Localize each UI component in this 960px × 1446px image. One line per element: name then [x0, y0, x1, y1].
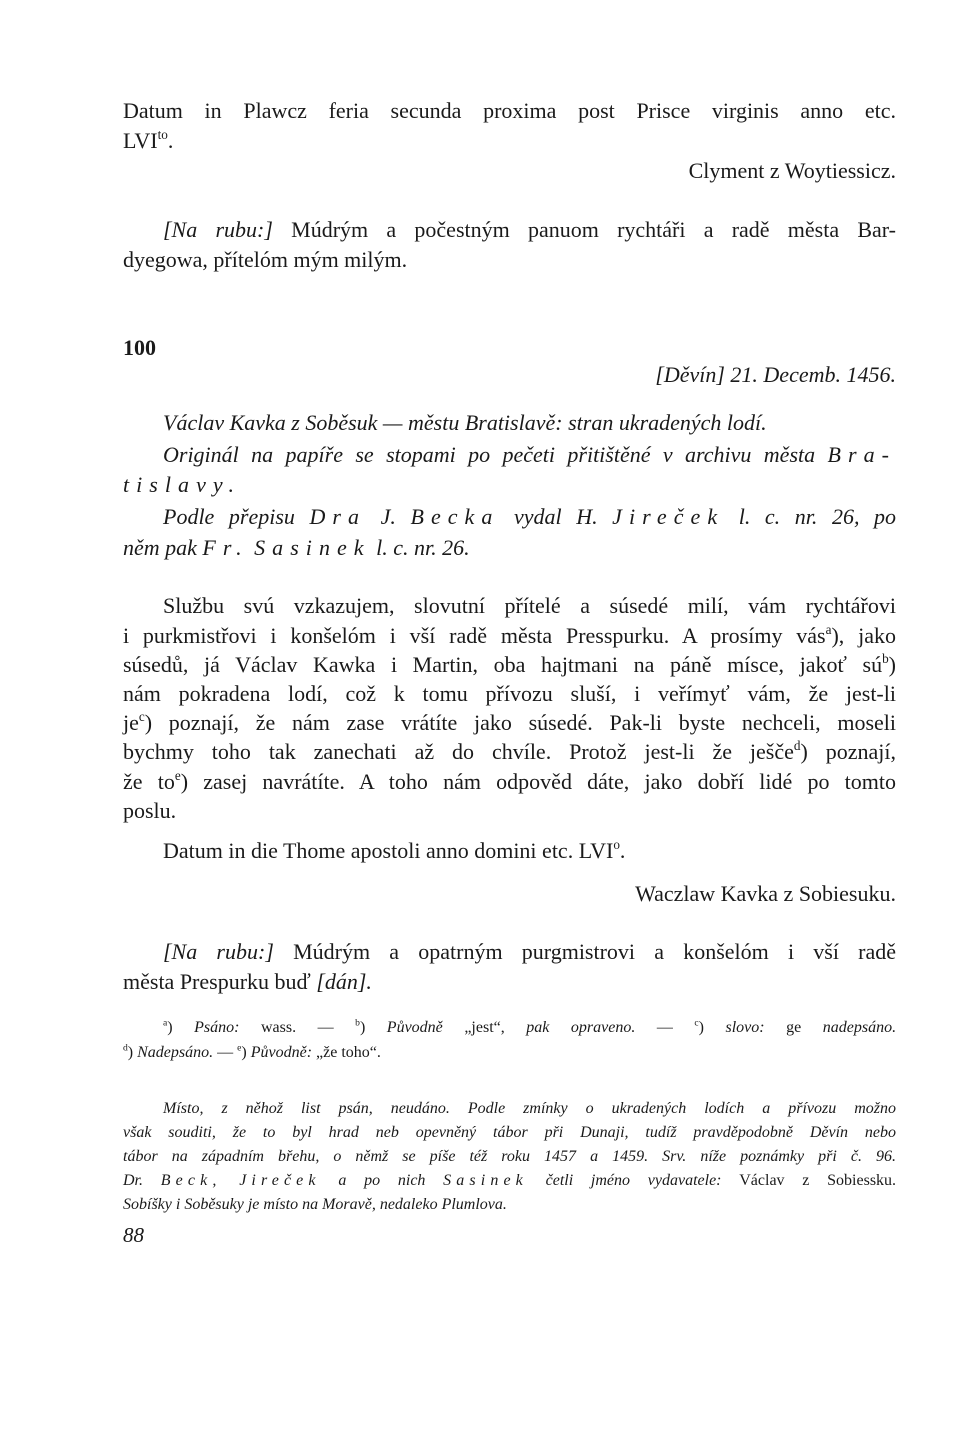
- text-line-8: poslu.: [123, 798, 177, 823]
- address-line-2: města Prespurku buď [dán].: [123, 969, 372, 994]
- source-line-2: tislavy.: [123, 472, 242, 497]
- document-signature: Waczlaw Kavka z Sobiesuku.: [635, 881, 896, 906]
- text-line-4: nám pokradena lodí, což k tomu přívozu sluší, i veřímyť vám, že jest-li: [123, 681, 896, 706]
- note-line-1: Místo, z něhož list psán, neudáno. Podle zmínky o ukradených lodích a přívozu možno: [163, 1100, 896, 1117]
- text-line-7: že $to^e$) zasej navrátíte. A toho nám odpověd dáte, jako dobří lidé po tomto: [123, 767, 896, 794]
- address-line-1: [Na rubu:] Múdrým a opatrným purgmistrovi a konšelóm i vší radě: [163, 939, 896, 964]
- page-number: 88: [123, 1223, 144, 1247]
- source-line-1: Originál na papíře se stopami po pečeti přitištěné v archivu města Bra-: [163, 442, 897, 467]
- text-line-2: i purkmistřovi i konšelóm i vší radě města Presspurku. A prosímy vás$^a$), jako: [123, 621, 896, 648]
- letter1-dating-line-1: Datum in Plawcz feria secunda proxima post Prisce virginis anno etc.: [123, 98, 896, 123]
- letter1-signature: Clyment z Woytiessicz.: [688, 158, 896, 183]
- text-line-1: Službu svú vzkazujem, slovutní přítelé a súsedé milí, vám rychtářovi: [163, 593, 896, 618]
- footnote-line-1: $^a$) Psáno: wass. — $^b$) Původně „jest“, pak opraveno. — $^c$) slovo: ge nadepsáno.: [163, 1017, 897, 1036]
- document-dating: Datum in die Thome apostoli anno domini etc. LVI$^o$.: [163, 836, 626, 863]
- edition-line-1: Podle přepisu Dra J. Becka vydal H. Jireček l. c. nr. 26, po: [163, 504, 897, 529]
- document-date: [Děvín] 21. Decemb. 1456.: [655, 362, 896, 387]
- edition-line-2: něm pak Fr. Sasinek l. c. nr. 26.: [123, 535, 470, 560]
- text-line-5: $je^c$) poznají, že nám zase vrátíte jako súsedé. Pak-li byste nechceli, moseli: [123, 708, 896, 735]
- letter1-address-line-2: dyegowa, přítelóm mým milým.: [123, 247, 408, 272]
- note-line-5: Sobíšky i Soběsuky je místo na Moravě, nedaleko Plumlova.: [123, 1196, 507, 1213]
- note-line-3: tábor na západním břehu, o němž se píše též roku 1457 a 1459. Srv. níže poznámky při č. 96.: [123, 1148, 896, 1165]
- text-line-6: bychmy toho tak zanechati až do chvíle. Protož jest-li že ješče$^d$) poznají,: [123, 737, 896, 764]
- letter1-dating-line-2: $LVI^{to}$.: [123, 126, 174, 153]
- document-number: 100: [123, 335, 156, 360]
- note-line-2: však souditi, že to byl hrad neb opevněný tábor při Dunaji, tudíž pravděpodobně Děvín nebo: [123, 1124, 896, 1141]
- letter1-address-line-1: [Na rubu:] Múdrým a počestným panuom rychtáři a radě města Bar-: [163, 217, 897, 242]
- text-line-3: súsedů, já Václav Kawka i Martin, oba hajtmani na páně mísce, jakoť $sú^b$): [123, 650, 896, 677]
- note-line-4: Dr. Beck, Jireček a po nich Sasinek četli jméno vydavatele: Václav z Sobiessku.: [123, 1172, 897, 1189]
- document-heading: Václav Kavka z Soběsuk — městu Bratislavě: stran ukradených lodí.: [163, 410, 767, 435]
- footnote-line-2: $^d$) Nadepsáno. — $^e$) Původně: „že toho“.: [123, 1042, 381, 1061]
